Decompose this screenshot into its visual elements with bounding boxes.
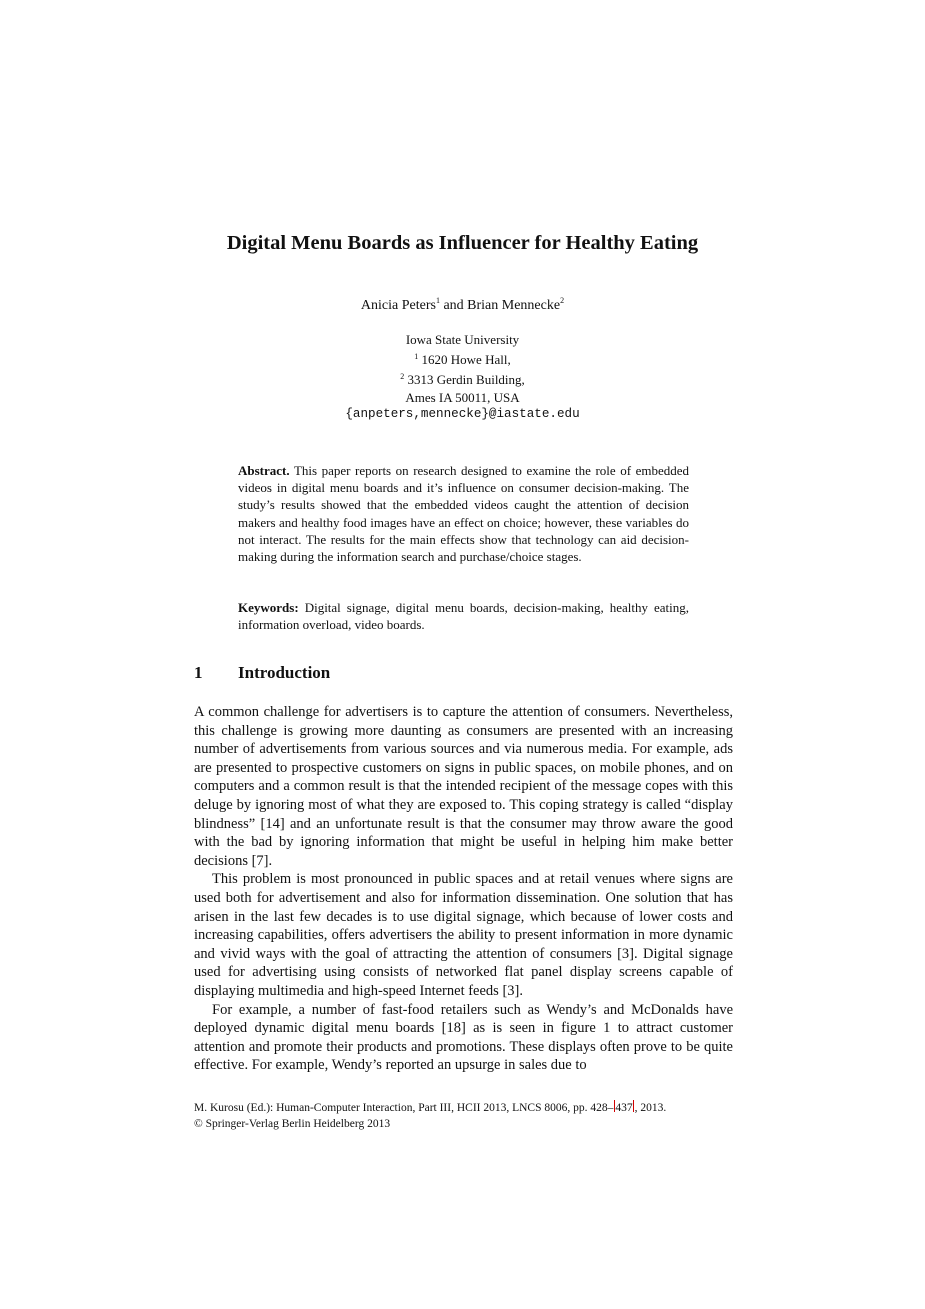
author-affil-marker: 1 [435, 296, 440, 305]
address-text: 3313 Gerdin Building, [407, 372, 525, 388]
address-line [0, 348, 925, 368]
section-number: 1 [194, 663, 203, 682]
keywords-label: Keywords: [238, 600, 299, 615]
author-name: Brian Mennecke [467, 298, 561, 313]
city-line: Ames IA 50011, USA [405, 389, 520, 405]
author-affil-marker: 2 [560, 296, 565, 305]
abstract [238, 462, 689, 565]
paragraph: For example, a number of fast-food retailers such as Wendy’s and McDonalds have deployed dynamic digital menu boards [18] as is seen in figure 1 to attract customer attention and promote their products and promotions. These displays often prove to be quite effective. For example, Wendy’s reported an upsurge in sales due to [194, 1001, 733, 1074]
address-marker: 1 [414, 352, 419, 362]
author-joiner: and [443, 298, 464, 313]
author-line [0, 296, 925, 314]
citation-suffix: , 2013. [634, 1102, 667, 1114]
address-marker: 2 [400, 372, 405, 382]
paragraph: A common challenge for advertisers is to capture the attention of consumers. Nevertheless, this challenge is growing more daunting as consumers are presented with an increasing number of advertisements from various sources and via numerous media. For example, ads are presented to prospective customers on signs in public spaces, on mobile phones, and on computers and a common result is that the intended recipient of the message copes with this deluge by ignoring most of what they are exposed to. This coping strategy is called “display blindness” [14] and an unfortunate result is that the consumer may throw aware the good with the bad by ignoring information that might be useful in helping him make better decisions [7]. [194, 704, 733, 869]
keywords-text: Digital signage, digital menu boards, decision-making, healthy eating, information overload, video boards. [238, 600, 690, 633]
paragraph: This problem is most pronounced in public spaces and at retail venues where signs are used both for advertisement and also for information dissemination. One solution that has arisen in the last few decades is to use digital signage, which because of lower costs and increasing capabilities, offers advertisers the ability to present information in more dynamic and vivid ways with the goal of attracting the attention of consumers [3]. Digital signage used for advertising using consists of networked flat panel display screens capable of displaying multimedia and high-speed Internet feeds [3]. [194, 871, 733, 999]
footer-citation [194, 1100, 666, 1132]
abstract-text: This paper reports on research designed to examine the role of embedded videos in digital menu boards and it’s influence on consumer decision-making. The study’s results showed that the embedded videos caught the attention of decision makers and healthy food images have an effect on choice; however, these variables do not interact. The results for the main effects show that technology can aid decision-making during the information search and purchase/choice stages. [238, 463, 690, 565]
citation-line [194, 1100, 666, 1117]
affiliation-block [0, 331, 925, 423]
email-address[interactable]: {anpeters,mennecke}@iastate.edu [345, 406, 580, 421]
university: Iowa State University [405, 332, 520, 347]
citation-prefix: M. Kurosu (Ed.): Human-Computer Interaction, Part III, HCII 2013, LNCS 8006, pp. 428– [194, 1102, 614, 1114]
body-text [194, 703, 733, 1075]
address-line [0, 368, 925, 388]
address-text: 1620 Howe Hall, [421, 352, 511, 368]
copyright-line: © Springer-Verlag Berlin Heidelberg 2013 [194, 1117, 391, 1130]
paper-title: Digital Menu Boards as Influencer for Healthy Eating [226, 232, 699, 254]
author-name: Anicia Peters [360, 298, 436, 313]
keywords [238, 599, 689, 633]
citation-page-end: 437 [615, 1102, 633, 1114]
section-heading [194, 663, 330, 683]
section-title: Introduction [238, 663, 331, 682]
abstract-label: Abstract. [238, 463, 290, 478]
